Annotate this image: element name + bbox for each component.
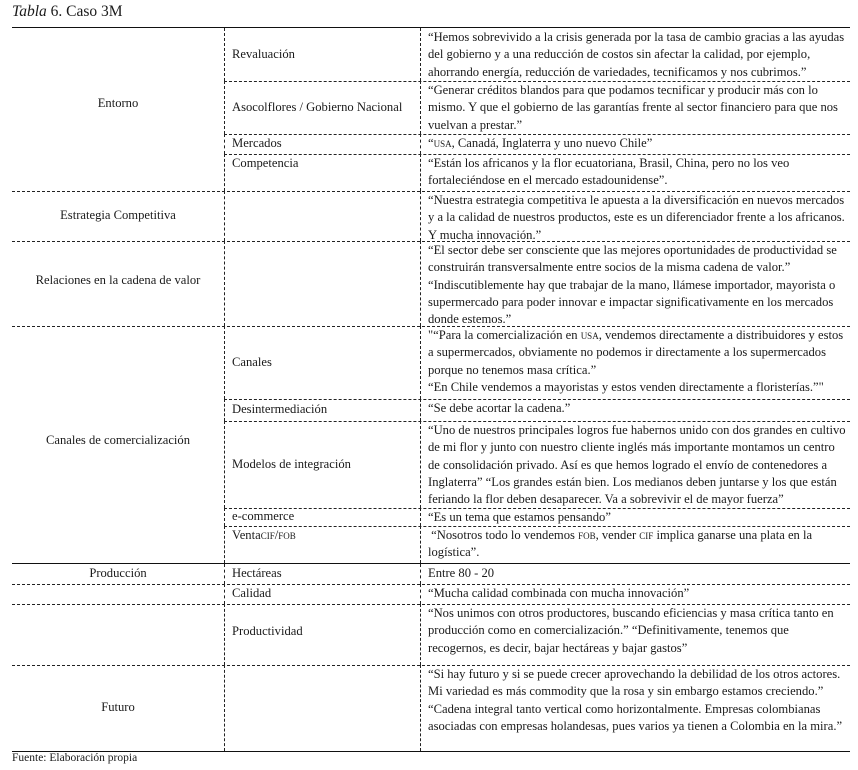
category-label: Producción	[89, 566, 147, 581]
subcategory-label: Venta	[232, 528, 261, 542]
category-cell	[12, 241, 224, 326]
caption-label: Tabla	[12, 3, 47, 20]
quote-cell: “Hemos sobrevivido a la crisis generada por la tasa de cambio gracias a las ayudas del gobierno y a una reducción de costos sin afectar la calidad, por ejemplo, ahorrando energía, reducción de variedades, tecnificamos y nos cubrimos.”	[420, 28, 850, 81]
quote-cell: “Nos unimos con otros productores, buscando eficiencias y masa crítica tanto en producción como en comercialización.” “Definitivamente, tenemos que recogernos, es decir, bajar hectáreas y bajar gastos”	[420, 604, 850, 665]
subcategory-cell	[224, 508, 420, 526]
subcategory-cell	[224, 154, 420, 191]
category-cell	[12, 665, 224, 751]
table-row	[224, 508, 850, 527]
table-caption	[12, 3, 123, 21]
subcategory-label: Calidad	[232, 586, 272, 601]
quote-cell: “usa, Canadá, Inglaterra y uno nuevo Chile”	[420, 134, 850, 154]
subcategory-label: e-commerce	[232, 509, 295, 524]
subcategory-label: Competencia	[232, 156, 299, 170]
category-cell	[12, 191, 224, 241]
quote-cell: “Es un tema que estamos pensando”	[420, 508, 850, 526]
quote-cell: “Uno de nuestros principales logros fue habernos unido con dos grandes en cultivo de mi flor y junto con nuestro cliente inglés más importante montamos un centro de consolidación privado. Así es que hemos logrado el envío de contenedores a Inglaterra” “Los grandes están bien. Los medianos deben juntarse y los que están feriando la flor deben desaparecer. Va a sobrevivir el de mayor fuerza”	[420, 421, 850, 508]
subcategory-cell	[224, 241, 420, 326]
category-cell	[12, 28, 224, 191]
table-row	[12, 665, 850, 752]
category-cell	[12, 326, 224, 563]
category-cell	[12, 564, 224, 584]
category-label: Relaciones en la cadena de valor	[35, 272, 201, 287]
category-label: Canales de comercialización	[45, 432, 191, 447]
subcategory-label: Hectáreas	[232, 566, 282, 581]
category-label: Entorno	[97, 95, 139, 110]
table-row	[224, 421, 850, 509]
category-cell	[12, 584, 224, 604]
subcategory-cell	[224, 584, 420, 604]
quote-line: “Cadena integral tanto vertical como horizontalmente. Empresas colombianas asociadas con empresas holandesas, pues varios ya tienen a Colombia en la mira.”	[428, 701, 843, 733]
subcategory-cell	[224, 399, 420, 421]
table-row	[224, 28, 850, 82]
subcategory-label: Revaluación	[232, 46, 295, 61]
quote-cell	[420, 665, 850, 751]
quote-cell: “Generar créditos blandos para que podamos tecnificar y producir más con lo mismo. Y que el gobierno de las garantías frente al sector financiero para que nos vuelvan a prestar.”	[420, 81, 850, 134]
quote-cell: “Se debe acortar la cadena.”	[420, 399, 850, 421]
source-note: Fuente: Elaboración propia	[12, 752, 138, 764]
quote-cell: “Están los africanos y la flor ecuatoriana, Brasil, China, pero no los veo fortaleciéndose en el mercado estadounidense”.	[420, 154, 850, 191]
quote-cell: “Nuestra estrategia competitiva le apuesta a la diversificación en nuevos mercados y a la calidad de nuestros productos, este es un diferenciador frente a los africanos. Y mucha innovación.”	[420, 191, 850, 241]
category-cell	[12, 604, 224, 665]
quote-cell: “El sector debe ser consciente que las mejores oportunidades de productividad se construirán transversalmente entre socios de la misma cadena de valor.” “Indiscutiblemente hay que trabajar de la mano, llámese importador, mayorista o supermercado para poder innovar e impactar significativamente en los mercados donde estemos.”	[420, 241, 850, 326]
subcategory-label: Asocolflores / Gobierno Nacional	[232, 99, 403, 114]
subcategory-label: Modelos de integración	[232, 456, 351, 471]
subcategory-cell	[224, 526, 420, 563]
subcategory-label: Mercados	[232, 136, 282, 151]
quote-line: “En Chile vendemos a mayoristas y estos venden directamente a floristerías.”"	[428, 379, 824, 394]
table-row	[224, 326, 850, 400]
table-row	[12, 191, 850, 242]
quote-line: “Si hay futuro y si se puede crecer aprovechando la debilidad de los otros actores. Mi variedad es más commodity que la rosa y sin embargo estamos creciendo.”	[428, 667, 841, 699]
table-row	[12, 564, 850, 585]
table-row	[224, 81, 850, 135]
subcategory-label: Canales	[232, 354, 272, 369]
subcategory-cell	[224, 326, 420, 399]
subcategory-cell	[224, 564, 420, 584]
category-label: Estrategia Competitiva	[60, 208, 176, 223]
table-row	[224, 399, 850, 422]
category-label: Futuro	[101, 700, 135, 715]
case-table	[12, 27, 850, 733]
subcategory-cell	[224, 604, 420, 665]
table-row	[224, 154, 850, 191]
subcategory-label-smallcaps: cif/fob	[260, 528, 296, 542]
subcategory-label: Productividad	[232, 623, 303, 638]
table-row	[224, 134, 850, 155]
quote-cell: Entre 80 - 20	[420, 564, 850, 584]
quote-cell: "“Para la comercialización en usa, vendemos directamente a distribuidores y estos a supermercados, obviamente no podemos ir directamente a los supermercados porque no tenemos masa crítica.” “En Chile vendemos a mayoristas y estos venden directamente a floristerías.”"	[420, 326, 850, 399]
table-row	[12, 604, 850, 666]
subcategory-cell	[224, 28, 420, 81]
subcategory-cell	[224, 134, 420, 154]
quote-cell: “Nosotros todo lo vendemos fob, vender cif implica ganarse una plata en la logística”.	[420, 526, 850, 563]
table-row	[224, 526, 850, 563]
table-row	[12, 584, 850, 605]
caption-title: 6. Caso 3M	[46, 3, 123, 20]
table-row	[12, 241, 850, 327]
subcategory-cell	[224, 665, 420, 751]
quote-cell: “Mucha calidad combinada con mucha innovación”	[420, 584, 850, 604]
subcategory-cell	[224, 421, 420, 508]
subcategory-label: Desintermediación	[232, 402, 328, 417]
subcategory-cell	[224, 191, 420, 241]
subcategory-cell	[224, 81, 420, 134]
